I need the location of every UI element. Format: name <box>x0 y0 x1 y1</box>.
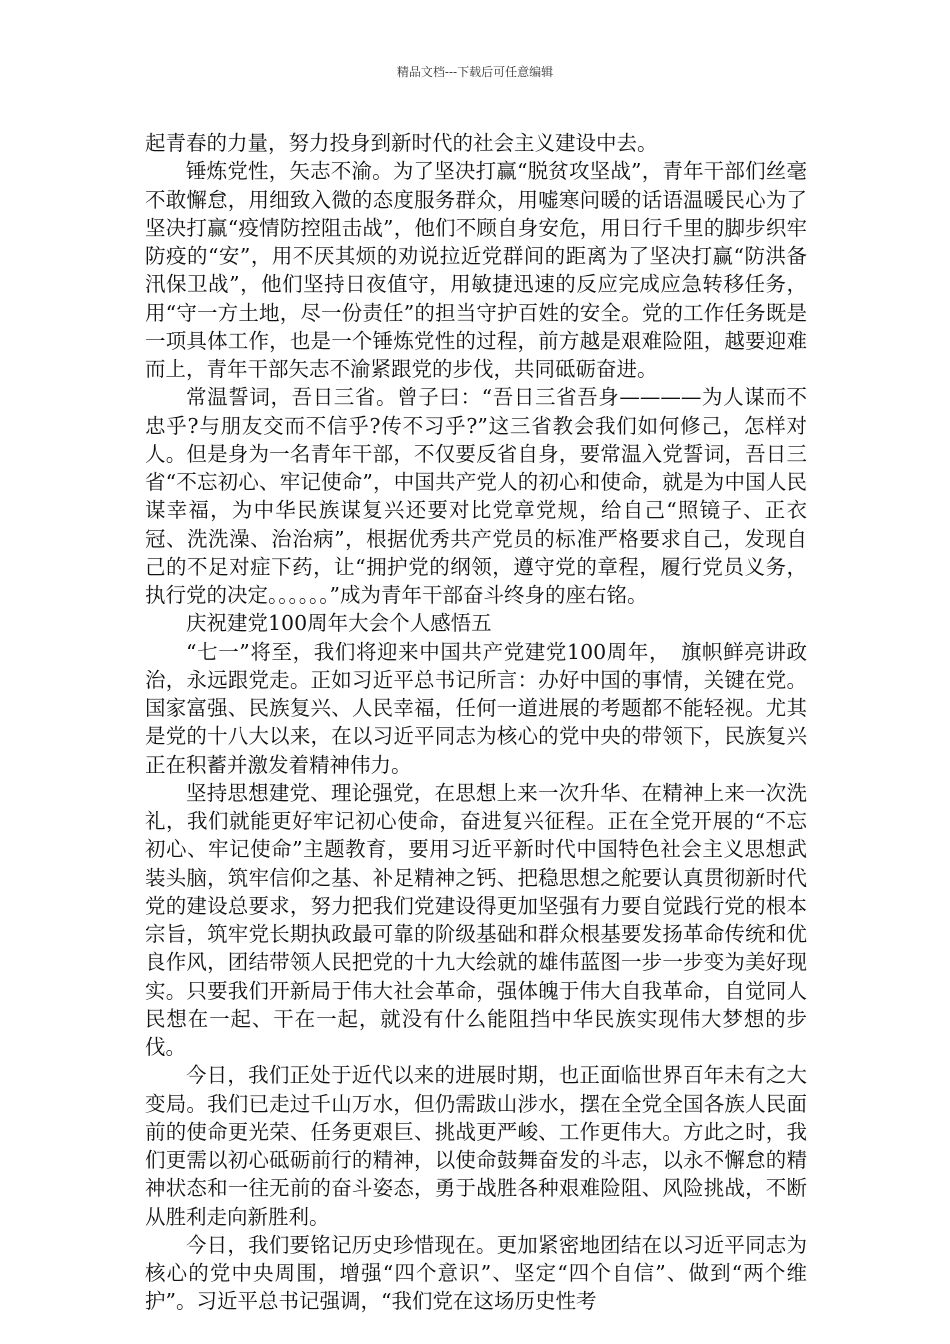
paragraph-4: “七一”将至，我们将迎来中国共产党建党100周年， 旗帜鲜亮讲政治，永远跟党走。正如习近平总书记所言：办好中国的事情，关键在党。国家富强、民族复兴、人民幸福，任何一道进展的考题都不能轻视。尤其是党的十八大以来，在以习近平同志为核心的党中央的带领下，民族复兴正在积蓄并激发着精神伟力。 <box>145 639 807 777</box>
paragraph-1: 起青春的力量，努力投身到新时代的社会主义建设中去。 <box>145 131 658 155</box>
page-header: 精品文档---下载后可任意编辑 <box>396 65 554 79</box>
paragraph-3: 常温誓词，吾日三省。曾子曰：“吾日三省吾身————为人谋而不忠乎?与朋友交而不信乎?传不习乎?”这三省教会我们如何修己，怎样对人。但是身为一名青年干部，不仅要反省自身，要常温入党誓词，吾日三省“不忘初心、牢记使命”，中国共产党人的初心和使命，就是为中国人民谋幸福，为中华民族谋复兴还要对比党章党规，给自己“照镜子、正衣冠、洗洗澡、治治病”，根据优秀共产党员的标准严格要求自己，发现自己的不足对症下药，让“拥护党的纲领，遵守党的章程，履行党员义务，执行党的决定。。。。。。”成为青年干部奋斗终身的座右铭。 <box>145 385 807 607</box>
paragraph-6: 今日，我们正处于近代以来的进展时期，也正面临世界百年未有之大变局。我们已走过千山万水，但仍需跋山涉水，摆在全党全国各族人民面前的使命更光荣、任务更艰巨、挑战更严峻、工作更伟大。方此之时，我们更需以初心砥砺前行的精神，以使命鼓舞奋发的斗志，以永不懈怠的精神状态和一往无前的奋斗姿态，勇于战胜各种艰难险阻、风险挑战，不断从胜利走向新胜利。 <box>145 1063 807 1229</box>
paragraph-7: 今日，我们要铭记历史珍惜现在。更加紧密地团结在以习近平同志为核心的党中央周围，增强“四个意识”、坚定“四个自信”、做到“两个维护”。习近平总书记强调，“我们党在这场历史性考 <box>145 1232 807 1314</box>
paragraph-2: 锤炼党性，矢志不渝。为了坚决打赢“脱贫攻坚战”，青年干部们丝毫不敢懈怠，用细致入微的态度服务群众，用嘘寒问暖的话语温暖民心为了坚决打赢“疫情防控阻击战”，他们不顾自身安危，用日行千里的脚步织牢防疫的“安”，用不厌其烦的劝说拉近党群间的距离为了坚决打赢“防洪备汛保卫战”，他们坚持日夜值守，用敏捷迅速的反应完成应急转移任务，用“守一方土地，尽一份责任”的担当守护百姓的安全。党的工作任务既是一项具体工作，也是一个锤炼党性的过程，前方越是艰难险阻，越要迎难而上，青年干部矢志不渝紧跟党的步伐，共同砥砺奋进。 <box>145 159 807 381</box>
document-body <box>145 129 807 1316</box>
section-heading: 庆祝建党100周年大会个人感悟五 <box>186 611 492 636</box>
paragraph-5: 坚持思想建党、理论强党，在思想上来一次升华、在精神上来一次洗礼，我们就能更好牢记初心使命，奋进复兴征程。正在全党开展的“不忘初心、牢记使命”主题教育，要用习近平新时代中国特色社会主义思想武装头脑，筑牢信仰之基、补足精神之钙、把稳思想之舵要认真贯彻新时代党的建设总要求，努力把我们党建设得更加坚强有力要自觉践行党的根本宗旨，筑牢党长期执政最可靠的阶级基础和群众根基要发扬革命传统和优良作风，团结带领人民把党的十九大绘就的雄伟蓝图一步一步变为美好现实。只要我们开新局于伟大社会革命，强体魄于伟大自我革命，自觉同人民想在一起、干在一起，就没有什么能阻挡中华民族实现伟大梦想的步伐。 <box>145 780 807 1059</box>
